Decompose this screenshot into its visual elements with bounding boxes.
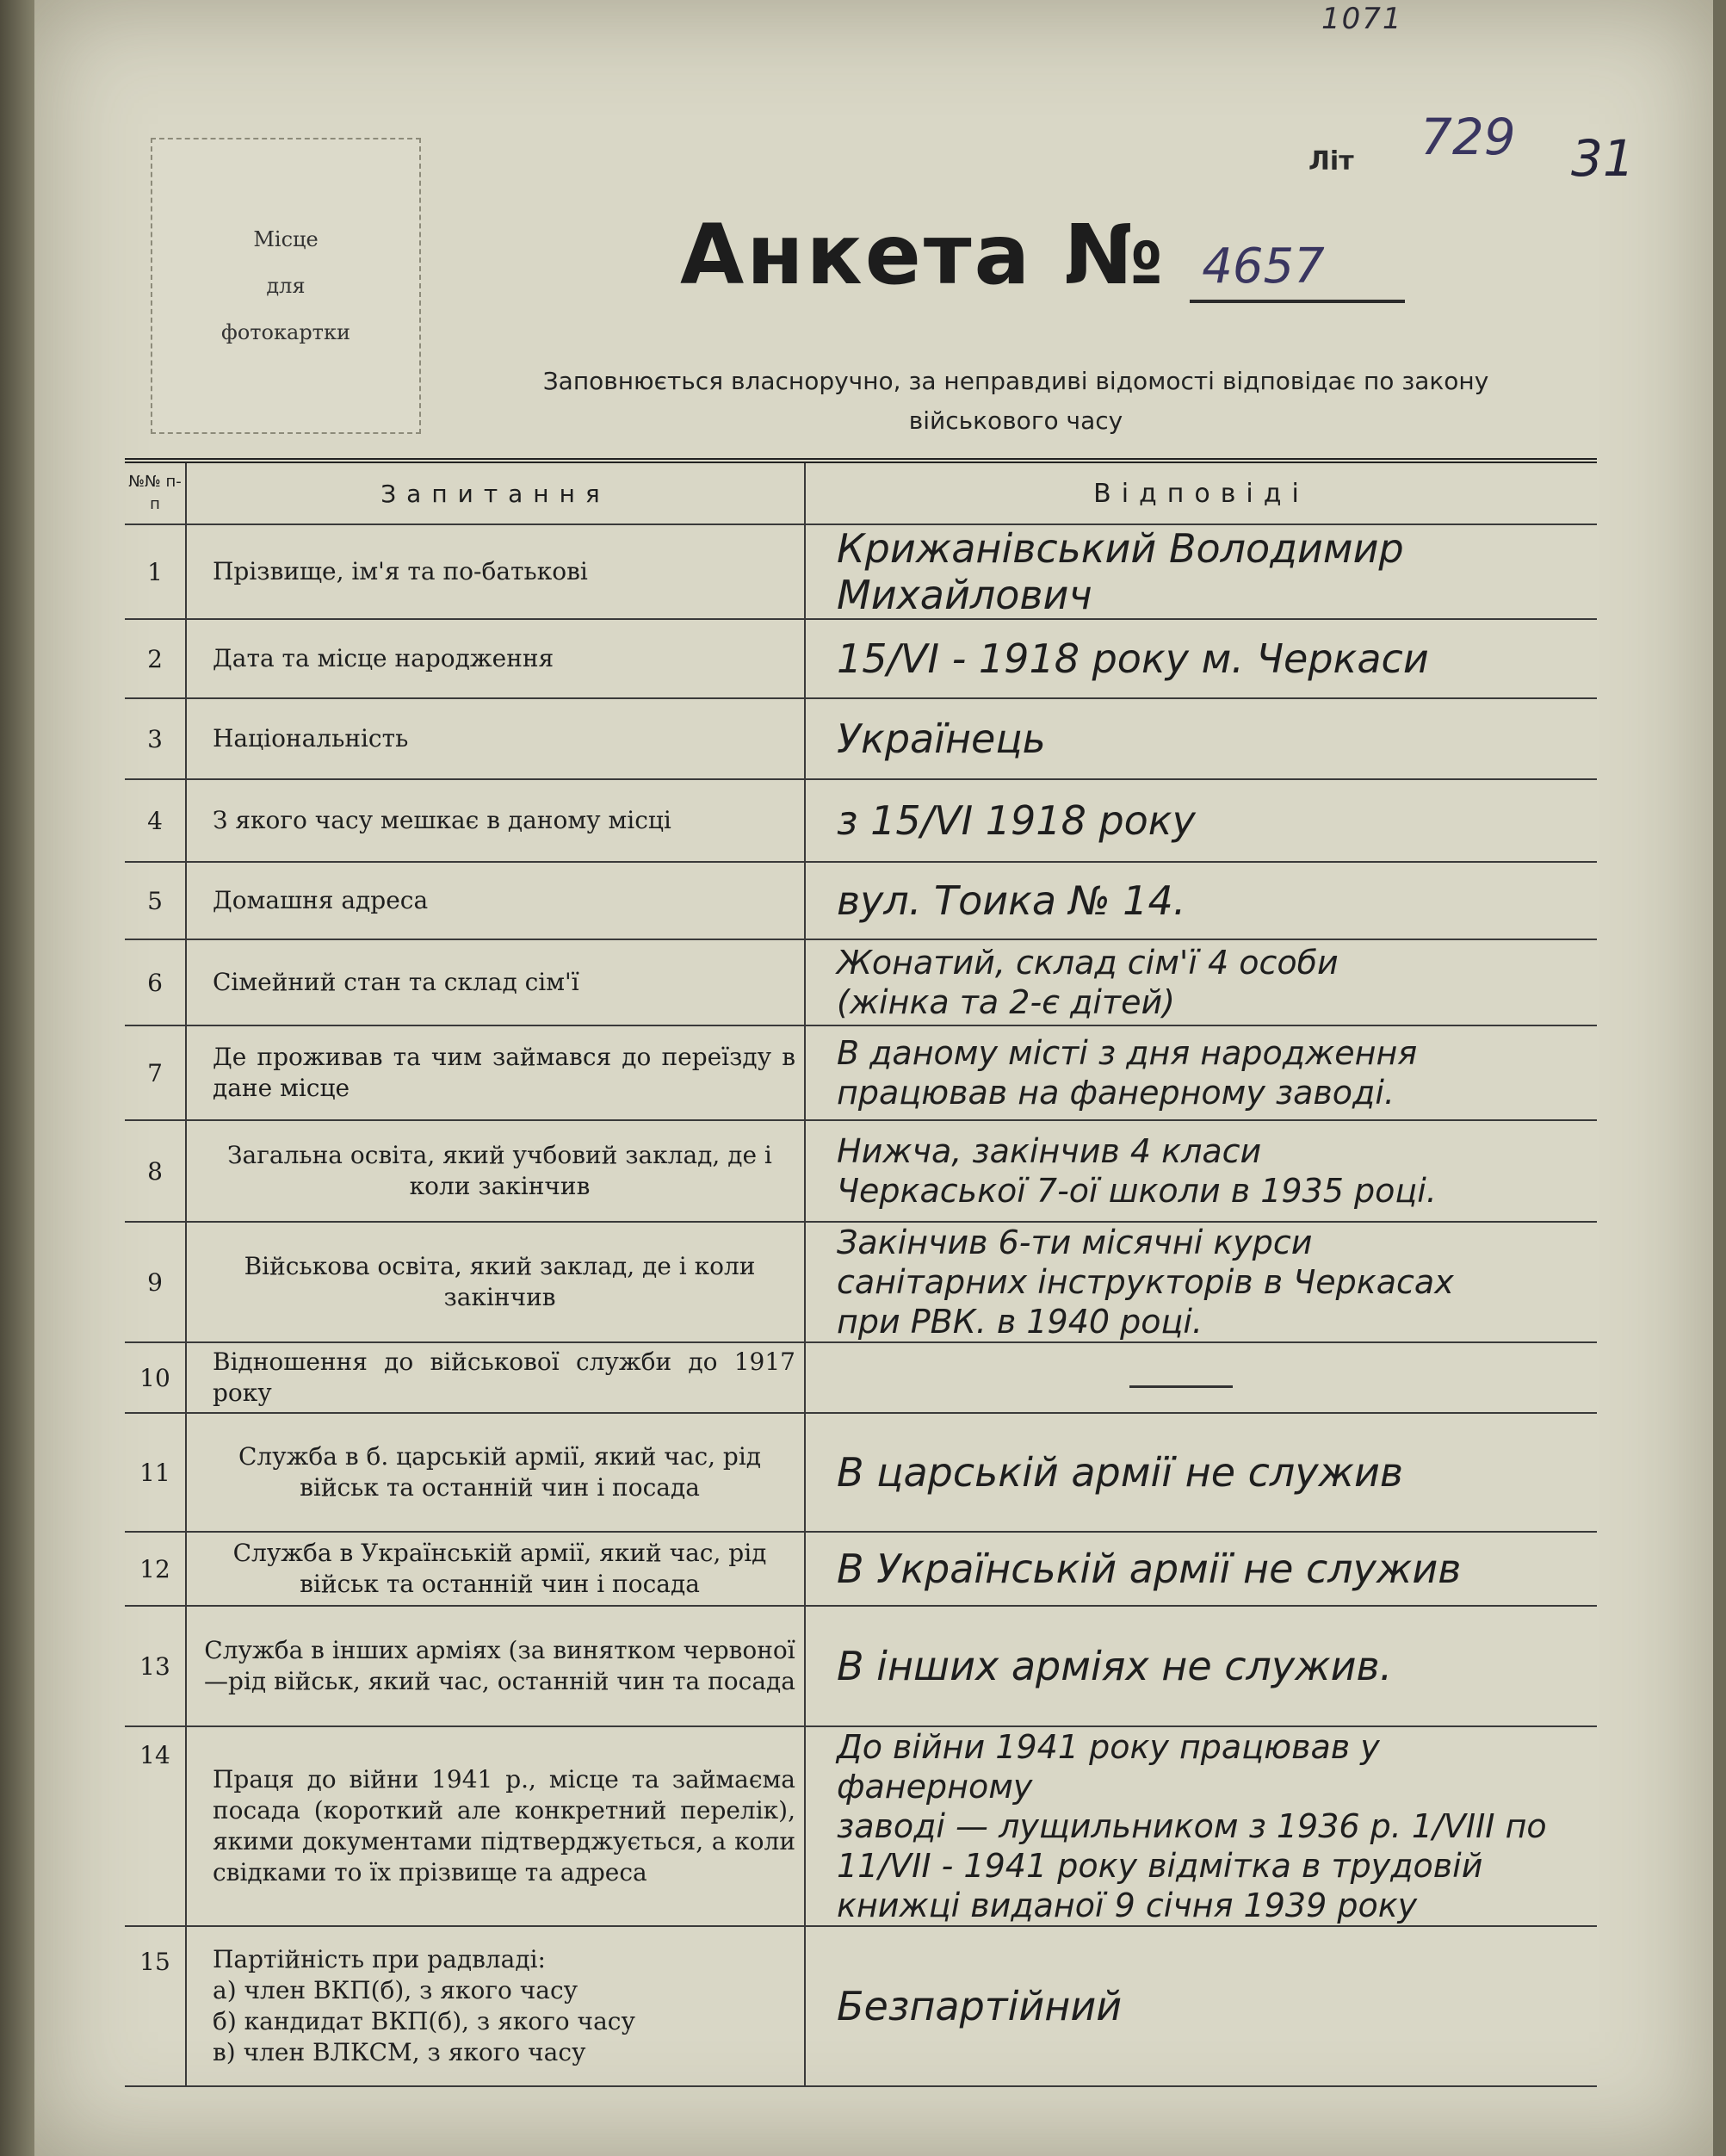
row-number: 6	[125, 939, 186, 1025]
table-row	[125, 1606, 1597, 1726]
sheet-edge	[0, 0, 38, 2156]
row-answer-handwritten: вул. Тоика № 14.	[805, 862, 1597, 939]
row-answer-handwritten: В царській армії не служив	[805, 1413, 1597, 1532]
row-question: Дата та місце народження	[186, 619, 805, 698]
form-instructions	[430, 362, 1601, 441]
table-header-row	[125, 461, 1597, 524]
page-number-handwritten: 31	[1571, 129, 1635, 188]
row-number: 9	[125, 1222, 186, 1342]
row-question: Сімейний стан та склад сім'ї	[186, 939, 805, 1025]
row-question: Праця до війни 1941 р., місце та займаєма посада (короткий але конкретний перелік), якими документами підтверджується, а коли свідками то їх прізвище та адреса	[186, 1726, 805, 1926]
row-answer-handwritten: Жонатий, склад сім'ї 4 особи (жінка та 2-є дітей)	[805, 939, 1597, 1025]
table-row	[125, 1342, 1597, 1413]
row-question: Загальна освіта, який учбовий заклад, де і коли закінчив	[186, 1120, 805, 1222]
row-question: Домашня адреса	[186, 862, 805, 939]
row-question: Де проживав та чим займався до переїзду в дане місце	[186, 1025, 805, 1120]
row-question: З якого часу мешкає в даному місці	[186, 779, 805, 862]
row-answer-handwritten: 15/VI - 1918 року м. Черкаси	[805, 619, 1597, 698]
questionnaire-table	[125, 458, 1597, 2087]
row-question: Служба в інших арміях (за винятком червоної—рід військ, який час, останній чин та посада	[186, 1606, 805, 1726]
row-answer-handwritten: Закінчив 6-ти місячні курси санітарних інструкторів в Черкасах при РВК. в 1940 році.	[805, 1222, 1597, 1342]
table-row	[125, 1726, 1597, 1926]
row-answer-handwritten: Безпартійний	[805, 1926, 1597, 2086]
photo-label-line: для	[266, 274, 306, 298]
form-number-line	[1190, 222, 1405, 303]
form-title-block	[680, 207, 1405, 303]
row-answer-handwritten: До війни 1941 року працював у фанерному заводі — лущильником з 1936 р. 1/VIII по 11/VII - 1941 року відмітка в трудовій книжці виданої 9 січня 1939 року	[805, 1726, 1597, 1926]
photo-label-line: Місце	[253, 227, 319, 251]
table-row	[125, 939, 1597, 1025]
photo-label-line: фотокартки	[221, 320, 350, 344]
row-answer-handwritten: з 15/VI 1918 року	[805, 779, 1597, 862]
row-number: 13	[125, 1606, 186, 1726]
lit-number-handwritten: 729	[1420, 108, 1516, 166]
archive-number: 1071	[1321, 2, 1403, 36]
row-question: Служба в Українській армії, який час, рід військ та останній чин і посада	[186, 1532, 805, 1606]
table-row	[125, 1025, 1597, 1120]
row-number: 5	[125, 862, 186, 939]
row-number: 15	[125, 1926, 186, 2086]
table-row	[125, 524, 1597, 619]
row-number: 12	[125, 1532, 186, 1606]
row-question: Прізвище, ім'я та по-батькові	[186, 524, 805, 619]
row-question: Партійність при радвладі: а) член ВКП(б), з якого часу б) кандидат ВКП(б), з якого часу в) член ВЛКСМ, з якого часу	[186, 1926, 805, 2086]
table-row	[125, 698, 1597, 779]
row-answer-handwritten: Нижча, закінчив 4 класи Черкаської 7-ої школи в 1935 році.	[805, 1120, 1597, 1222]
form-title: Анкета №	[680, 207, 1166, 303]
instructions-line: військового часу	[908, 406, 1123, 435]
row-number: 11	[125, 1413, 186, 1532]
row-answer-handwritten: В даному місті з дня народження працював на фанерному заводі.	[805, 1025, 1597, 1120]
empty-answer-dash	[1129, 1385, 1233, 1388]
table-row	[125, 1120, 1597, 1222]
row-number: 14	[125, 1726, 186, 1926]
header-question: Запитання	[186, 461, 805, 524]
lit-label: Літ	[1308, 146, 1354, 177]
header-answer: Відповіді	[805, 461, 1597, 524]
row-answer-handwritten: В інших арміях не служив.	[805, 1606, 1597, 1726]
row-answer-handwritten: Крижанівський Володимир Михайлович	[805, 524, 1597, 619]
row-question: Служба в б. царській армії, який час, рід військ та останній чин і посада	[186, 1413, 805, 1532]
row-answer-handwritten: Українець	[805, 698, 1597, 779]
table-row	[125, 862, 1597, 939]
table-row	[125, 1413, 1597, 1532]
row-answer-empty	[805, 1342, 1597, 1413]
row-number: 1	[125, 524, 186, 619]
row-number: 3	[125, 698, 186, 779]
row-question: Відношення до військової служби до 1917 року	[186, 1342, 805, 1413]
table-row	[125, 619, 1597, 698]
row-number: 7	[125, 1025, 186, 1120]
header-number: №№ п-п	[125, 461, 186, 524]
row-number: 10	[125, 1342, 186, 1413]
row-question: Військова освіта, який заклад, де і коли закінчив	[186, 1222, 805, 1342]
row-question: Національність	[186, 698, 805, 779]
row-answer-handwritten: В Українській армії не служив	[805, 1532, 1597, 1606]
table-row	[125, 1222, 1597, 1342]
table-row	[125, 1926, 1597, 2086]
row-number: 8	[125, 1120, 186, 1222]
row-number: 4	[125, 779, 186, 862]
photo-placeholder-box	[151, 138, 421, 434]
row-number: 2	[125, 619, 186, 698]
table-row	[125, 779, 1597, 862]
form-number-handwritten: 4657	[1202, 239, 1325, 294]
table-row	[125, 1532, 1597, 1606]
instructions-line: Заповнюється власноручно, за неправдиві відомості відповідає по закону	[542, 367, 1489, 395]
